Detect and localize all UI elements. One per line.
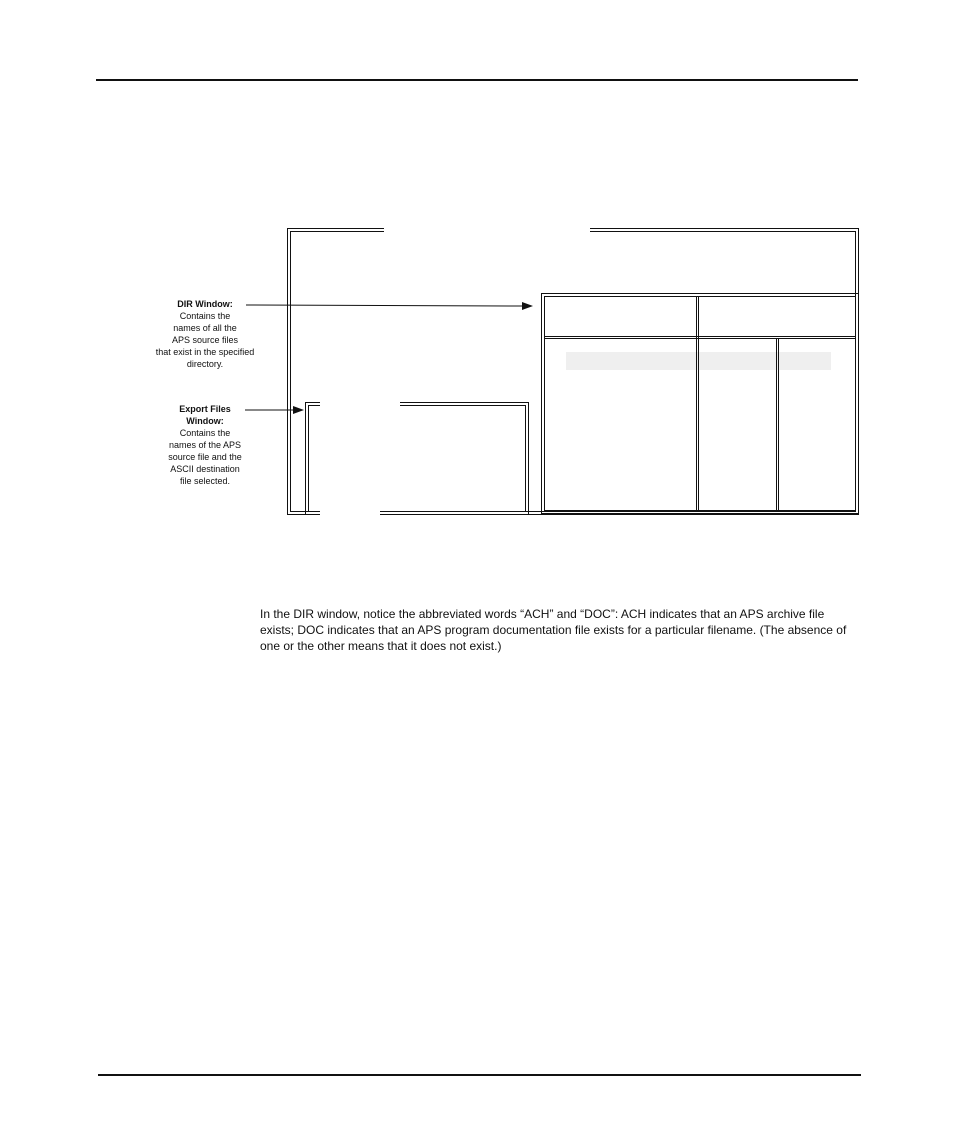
dir-window-callout-line: directory. — [186, 359, 224, 369]
export-window-callout-line: names of the APS — [168, 440, 242, 450]
body-paragraph: In the DIR window, notice the abbreviated words “ACH” and “DOC”: ACH indicates that an APS archive file exists; DOC indicates that an APS program documentation file exists for a particular filename. (The absence of one or the other means that it does not exist.) — [260, 607, 847, 653]
dir-window-callout-line: APS source files — [171, 335, 239, 345]
dir-window-callout-line: Contains the — [179, 311, 231, 321]
export-window-callout-title: Export Files — [179, 404, 231, 414]
dir-window-callout-line: names of all the — [173, 323, 237, 333]
export-window-callout-line: Contains the — [179, 428, 231, 438]
dir-window-callout-title: DIR Window: — [177, 299, 233, 309]
export-window-callout-line: ASCII destination — [170, 464, 240, 474]
export-window-callout-title: Window: — [186, 416, 224, 426]
footer-rule — [98, 1074, 861, 1076]
export-window-callout-line: file selected. — [179, 476, 231, 486]
dir-window-callout-line: that exist in the specified — [155, 347, 255, 357]
export-window-arrow — [245, 406, 304, 414]
dir-window-arrow — [246, 302, 533, 310]
export-window-callout-line: source file and the — [168, 452, 242, 462]
